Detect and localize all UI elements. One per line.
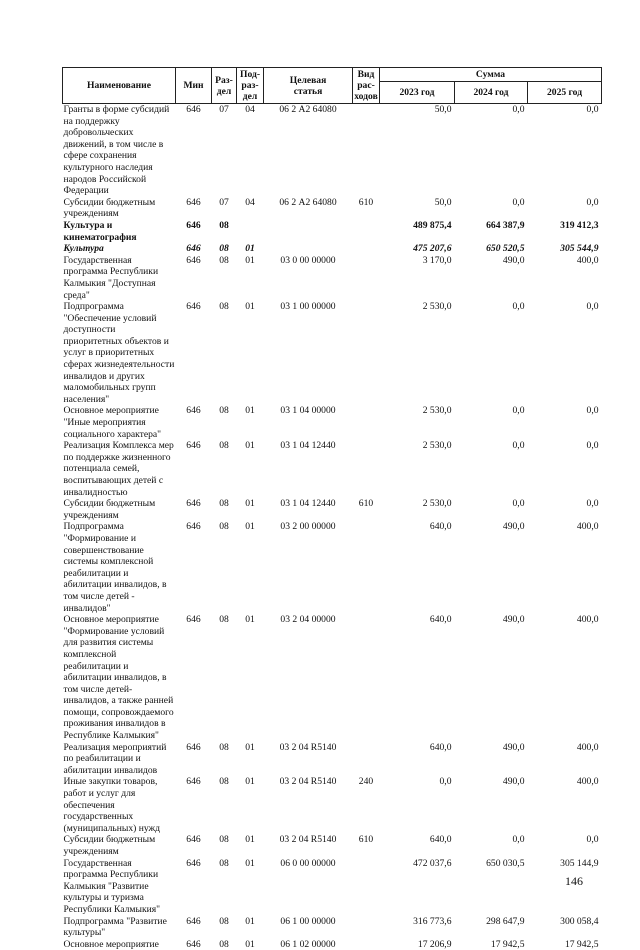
cell-2024: 490,0 [455, 742, 528, 777]
cell-podrazdel: 01 [237, 405, 264, 440]
cell-name: Иные закупки товаров, работ и услуг для обеспечения государственных (муниципальных) нужд [63, 776, 176, 834]
cell-podrazdel: 01 [237, 498, 264, 521]
cell-min: 646 [176, 301, 212, 405]
cell-razdel: 08 [212, 939, 237, 950]
cell-vid: 610 [353, 197, 380, 220]
cell-vid: 610 [353, 498, 380, 521]
cell-2023: 2 530,0 [380, 301, 455, 405]
cell-min: 646 [176, 776, 212, 834]
cell-min: 646 [176, 255, 212, 301]
table-row [63, 776, 602, 834]
cell-name: Основное мероприятие "Формирование условий для развития системы комплексной реабилитации и абилитации инвалидов, в том числе детей-инвалидов, а также ранней помощи, сопровождаемого проживания инвалидов в Республике Калмыкия" [63, 614, 176, 742]
cell-podrazdel: 01 [237, 440, 264, 498]
cell-target: 06 1 02 00000 [264, 939, 353, 950]
table-row [63, 405, 602, 440]
col-header-min: Мин [176, 68, 212, 104]
cell-target: 03 2 04 00000 [264, 614, 353, 742]
table-row [63, 614, 602, 742]
cell-target: 03 1 04 12440 [264, 440, 353, 498]
cell-2023: 489 875,4 [380, 220, 455, 243]
cell-razdel: 08 [212, 440, 237, 498]
cell-razdel: 08 [212, 405, 237, 440]
cell-target: 06 2 А2 64080 [264, 104, 353, 197]
cell-2024: 0,0 [455, 440, 528, 498]
cell-2025: 0,0 [528, 301, 602, 405]
table-row [63, 498, 602, 521]
col-header-2024: 2024 год [455, 82, 528, 104]
cell-vid [353, 614, 380, 742]
cell-razdel: 08 [212, 255, 237, 301]
cell-name: Подпрограмма "Развитие культуры" [63, 916, 176, 939]
cell-2024: 664 387,9 [455, 220, 528, 243]
cell-vid [353, 521, 380, 614]
cell-2023: 640,0 [380, 742, 455, 777]
table-row [63, 243, 602, 255]
table-row [63, 521, 602, 614]
cell-podrazdel: 01 [237, 776, 264, 834]
cell-podrazdel: 01 [237, 916, 264, 939]
cell-vid [353, 301, 380, 405]
cell-2023: 640,0 [380, 834, 455, 857]
cell-2024: 490,0 [455, 614, 528, 742]
cell-name: Субсидии бюджетным учреждениям [63, 197, 176, 220]
cell-vid: 610 [353, 834, 380, 857]
cell-podrazdel: 01 [237, 255, 264, 301]
cell-podrazdel: 01 [237, 742, 264, 777]
cell-2023: 2 530,0 [380, 405, 455, 440]
cell-2025: 400,0 [528, 614, 602, 742]
cell-target: 06 0 00 00000 [264, 858, 353, 916]
cell-2023: 3 170,0 [380, 255, 455, 301]
table-row [63, 197, 602, 220]
table-row [63, 255, 602, 301]
cell-min: 646 [176, 104, 212, 197]
cell-razdel: 08 [212, 614, 237, 742]
cell-2025: 300 058,4 [528, 916, 602, 939]
budget-table [62, 67, 602, 950]
cell-2025: 0,0 [528, 197, 602, 220]
cell-2024: 0,0 [455, 834, 528, 857]
cell-2024: 17 942,5 [455, 939, 528, 950]
cell-min: 646 [176, 197, 212, 220]
table-row [63, 220, 602, 243]
cell-target: 03 2 04 R5140 [264, 776, 353, 834]
cell-target [264, 243, 353, 255]
cell-min: 646 [176, 243, 212, 255]
table-body [63, 104, 602, 950]
cell-name: Государственная программа Республики Калмыкия "Доступная среда" [63, 255, 176, 301]
cell-vid [353, 858, 380, 916]
table-row [63, 301, 602, 405]
cell-razdel: 07 [212, 197, 237, 220]
cell-name: Реализация Комплекса мер по поддержке жизненного потенциала семей, воспитывающих детей с инвалидностью [63, 440, 176, 498]
table-row [63, 916, 602, 939]
col-header-target: Целевая статья [264, 68, 353, 104]
cell-2023: 640,0 [380, 614, 455, 742]
col-header-2023: 2023 год [380, 82, 455, 104]
cell-min: 646 [176, 742, 212, 777]
cell-name: Основное мероприятие "Иные мероприятия социального характера" [63, 405, 176, 440]
cell-2024: 0,0 [455, 498, 528, 521]
cell-podrazdel: 01 [237, 301, 264, 405]
cell-podrazdel: 01 [237, 614, 264, 742]
cell-razdel: 07 [212, 104, 237, 197]
cell-target: 06 2 А2 64080 [264, 197, 353, 220]
cell-name: Субсидии бюджетным учреждениям [63, 834, 176, 857]
table-row [63, 834, 602, 857]
cell-razdel: 08 [212, 243, 237, 255]
cell-2023: 316 773,6 [380, 916, 455, 939]
cell-podrazdel: 01 [237, 834, 264, 857]
cell-min: 646 [176, 858, 212, 916]
table-row [63, 939, 602, 950]
cell-podrazdel: 04 [237, 197, 264, 220]
cell-2024: 0,0 [455, 197, 528, 220]
cell-name: Подпрограмма "Формирование и совершенствование системы комплексной реабилитации и абилитации инвалидов, в том числе детей - инвалидов" [63, 521, 176, 614]
cell-vid [353, 243, 380, 255]
cell-podrazdel: 01 [237, 939, 264, 950]
table-header [63, 68, 602, 104]
cell-vid [353, 939, 380, 950]
cell-razdel: 08 [212, 916, 237, 939]
cell-target: 03 2 04 R5140 [264, 742, 353, 777]
col-header-vid: Вид рас- ходов [353, 68, 380, 104]
cell-razdel: 08 [212, 301, 237, 405]
cell-2024: 298 647,9 [455, 916, 528, 939]
cell-name: Основное мероприятие [63, 939, 176, 950]
col-header-razdel: Раз- дел [212, 68, 237, 104]
cell-2025: 0,0 [528, 834, 602, 857]
cell-2023: 2 530,0 [380, 498, 455, 521]
cell-podrazdel: 04 [237, 104, 264, 197]
cell-vid [353, 104, 380, 197]
cell-2025: 400,0 [528, 255, 602, 301]
cell-vid [353, 220, 380, 243]
cell-razdel: 08 [212, 220, 237, 243]
col-header-2025: 2025 год [528, 82, 602, 104]
cell-2025: 400,0 [528, 742, 602, 777]
table-row [63, 858, 602, 916]
cell-target: 03 2 04 R5140 [264, 834, 353, 857]
cell-min: 646 [176, 498, 212, 521]
cell-min: 646 [176, 834, 212, 857]
cell-podrazdel: 01 [237, 521, 264, 614]
cell-2023: 0,0 [380, 776, 455, 834]
cell-razdel: 08 [212, 858, 237, 916]
col-header-podrazdel: Под- раз- дел [237, 68, 264, 104]
cell-2023: 640,0 [380, 521, 455, 614]
cell-vid [353, 255, 380, 301]
cell-2024: 650 030,5 [455, 858, 528, 916]
cell-min: 646 [176, 220, 212, 243]
col-header-name: Наименование [63, 68, 176, 104]
cell-2024: 490,0 [455, 255, 528, 301]
cell-vid [353, 405, 380, 440]
cell-name: Культура [63, 243, 176, 255]
cell-2023: 17 206,9 [380, 939, 455, 950]
cell-vid: 240 [353, 776, 380, 834]
table-row [63, 742, 602, 777]
cell-razdel: 08 [212, 498, 237, 521]
cell-min: 646 [176, 440, 212, 498]
cell-vid [353, 742, 380, 777]
cell-2024: 0,0 [455, 405, 528, 440]
cell-name: Реализация мероприятий по реабилитации и абилитации инвалидов [63, 742, 176, 777]
cell-name: Гранты в форме субсидий на поддержку добровольческих движений, в том числе в сфере сохранения культурного наследия народов Российской Федерации [63, 104, 176, 197]
table-row [63, 104, 602, 197]
cell-2024: 490,0 [455, 521, 528, 614]
cell-2023: 472 037,6 [380, 858, 455, 916]
cell-2025: 305 144,9 [528, 858, 602, 916]
cell-razdel: 08 [212, 521, 237, 614]
cell-name: Субсидии бюджетным учреждениям [63, 498, 176, 521]
cell-target: 03 1 00 00000 [264, 301, 353, 405]
cell-name: Подпрограмма "Обеспечение условий доступности приоритетных объектов и услуг в приоритетных сферах жизнедеятельности инвалидов и других маломобильных групп населения" [63, 301, 176, 405]
table-row [63, 440, 602, 498]
cell-min: 646 [176, 614, 212, 742]
cell-2024: 0,0 [455, 104, 528, 197]
cell-2025: 305 544,9 [528, 243, 602, 255]
cell-vid [353, 916, 380, 939]
cell-razdel: 08 [212, 742, 237, 777]
cell-razdel: 08 [212, 776, 237, 834]
cell-2025: 400,0 [528, 521, 602, 614]
page-number: 146 [565, 874, 583, 889]
cell-2025: 0,0 [528, 440, 602, 498]
cell-target: 03 1 04 00000 [264, 405, 353, 440]
cell-2024: 650 520,5 [455, 243, 528, 255]
cell-podrazdel: 01 [237, 243, 264, 255]
cell-min: 646 [176, 405, 212, 440]
cell-vid [353, 440, 380, 498]
cell-2023: 50,0 [380, 104, 455, 197]
cell-2023: 2 530,0 [380, 440, 455, 498]
cell-razdel: 08 [212, 834, 237, 857]
cell-2023: 50,0 [380, 197, 455, 220]
cell-2025: 400,0 [528, 776, 602, 834]
col-header-sum: Сумма [380, 68, 602, 82]
cell-2025: 0,0 [528, 405, 602, 440]
cell-target [264, 220, 353, 243]
cell-2025: 0,0 [528, 498, 602, 521]
cell-2023: 475 207,6 [380, 243, 455, 255]
cell-min: 646 [176, 916, 212, 939]
cell-2025: 17 942,5 [528, 939, 602, 950]
cell-target: 03 2 00 00000 [264, 521, 353, 614]
cell-2024: 0,0 [455, 301, 528, 405]
cell-2024: 490,0 [455, 776, 528, 834]
cell-podrazdel: 01 [237, 858, 264, 916]
cell-2025: 0,0 [528, 104, 602, 197]
cell-target: 03 0 00 00000 [264, 255, 353, 301]
cell-podrazdel [237, 220, 264, 243]
cell-2025: 319 412,3 [528, 220, 602, 243]
cell-target: 06 1 00 00000 [264, 916, 353, 939]
cell-min: 646 [176, 521, 212, 614]
cell-target: 03 1 04 12440 [264, 498, 353, 521]
cell-min: 646 [176, 939, 212, 950]
cell-name: Государственная программа Республики Калмыкия "Развитие культуры и туризма Республики Калмыкия" [63, 858, 176, 916]
cell-name: Культура и кинематография [63, 220, 176, 243]
